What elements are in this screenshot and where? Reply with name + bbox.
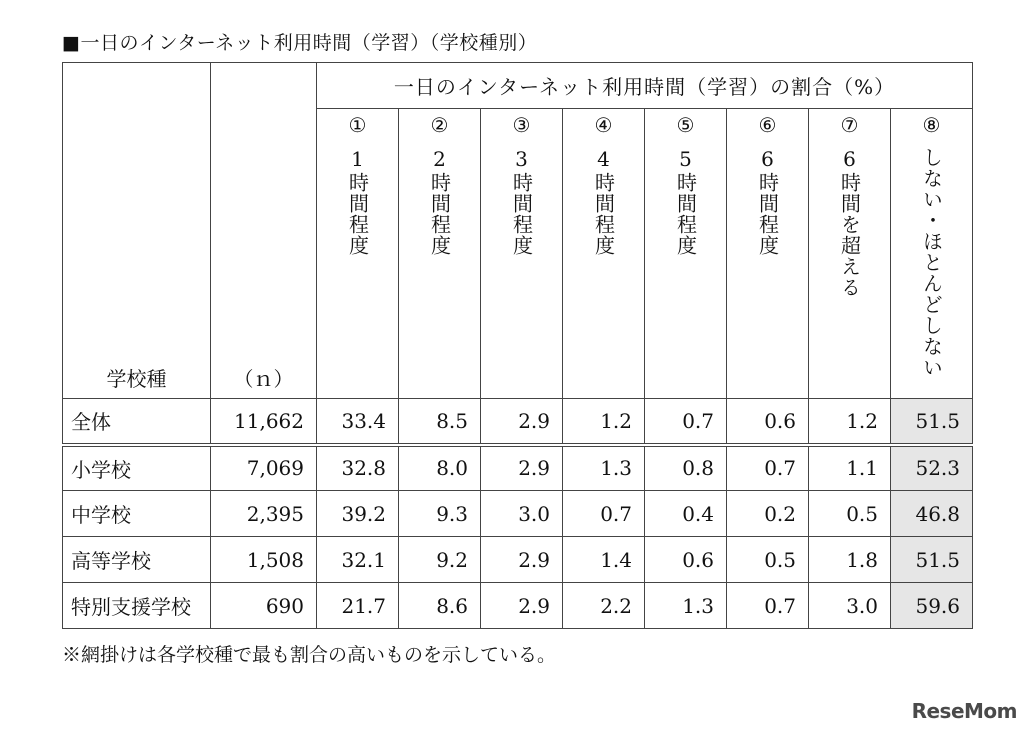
cell-value: 0.7 <box>727 583 809 629</box>
category-header <box>317 141 399 399</box>
cell-value-highlighted: 46.8 <box>891 491 973 537</box>
row-label: 高等学校 <box>63 537 211 583</box>
cell-value: 0.6 <box>727 399 809 445</box>
category-label: 2時間程度 <box>427 146 452 256</box>
cell-value: 0.7 <box>645 399 727 445</box>
cell-value: 2.9 <box>481 537 563 583</box>
cell-value: 1.1 <box>809 445 891 491</box>
row-n: 1,508 <box>211 537 317 583</box>
usage-table <box>62 62 973 629</box>
group-header: 一日のインターネット利用時間（学習）の割合（%） <box>317 63 973 109</box>
table-row <box>63 537 973 583</box>
row-n: 690 <box>211 583 317 629</box>
row-label: 小学校 <box>63 445 211 491</box>
cell-value: 32.1 <box>317 537 399 583</box>
category-header <box>891 141 973 399</box>
cell-value-highlighted: 51.5 <box>891 399 973 445</box>
cell-value: 8.5 <box>399 399 481 445</box>
row-header-school-type: 学校種 <box>63 63 211 399</box>
row-label: 全体 <box>63 399 211 445</box>
cell-value-highlighted: 52.3 <box>891 445 973 491</box>
category-label: 5時間程度 <box>673 146 698 256</box>
cell-value: 39.2 <box>317 491 399 537</box>
category-label: しない・ほとんどしない <box>919 146 944 378</box>
category-number: ② <box>399 109 481 141</box>
cell-value: 0.4 <box>645 491 727 537</box>
cell-value: 32.8 <box>317 445 399 491</box>
category-number: ③ <box>481 109 563 141</box>
row-n: 11,662 <box>211 399 317 445</box>
row-label: 中学校 <box>63 491 211 537</box>
category-label: 3時間程度 <box>509 146 534 256</box>
cell-value: 0.8 <box>645 445 727 491</box>
cell-value: 1.2 <box>563 399 645 445</box>
footnote: ※網掛けは各学校種で最も割合の高いものを示している。 <box>62 644 557 666</box>
category-label: 4時間程度 <box>591 146 616 256</box>
category-header <box>563 141 645 399</box>
cell-value: 3.0 <box>809 583 891 629</box>
cell-value: 8.0 <box>399 445 481 491</box>
cell-value: 1.4 <box>563 537 645 583</box>
cell-value: 0.7 <box>727 445 809 491</box>
category-label: 1時間程度 <box>345 146 370 256</box>
category-label: 6時間程度 <box>755 146 780 256</box>
table-row-total <box>63 399 973 445</box>
cell-value: 8.6 <box>399 583 481 629</box>
category-number: ⑥ <box>727 109 809 141</box>
category-header <box>481 141 563 399</box>
cell-value: 2.9 <box>481 445 563 491</box>
category-number: ④ <box>563 109 645 141</box>
cell-value: 2.9 <box>481 583 563 629</box>
column-header-n: （ｎ） <box>211 63 317 399</box>
cell-value-highlighted: 59.6 <box>891 583 973 629</box>
cell-value: 0.6 <box>645 537 727 583</box>
cell-value: 1.8 <box>809 537 891 583</box>
cell-value: 0.2 <box>727 491 809 537</box>
category-header <box>727 141 809 399</box>
cell-value: 0.5 <box>809 491 891 537</box>
category-number: ① <box>317 109 399 141</box>
row-label: 特別支援学校 <box>63 583 211 629</box>
cell-value: 9.3 <box>399 491 481 537</box>
category-number: ⑤ <box>645 109 727 141</box>
category-header <box>645 141 727 399</box>
cell-value: 0.5 <box>727 537 809 583</box>
cell-value: 1.2 <box>809 399 891 445</box>
category-number: ⑦ <box>809 109 891 141</box>
cell-value: 0.7 <box>563 491 645 537</box>
table-row <box>63 583 973 629</box>
table-row <box>63 491 973 537</box>
resemom-logo: ReseMom <box>911 699 1017 723</box>
cell-value: 2.2 <box>563 583 645 629</box>
cell-value: 3.0 <box>481 491 563 537</box>
row-n: 2,395 <box>211 491 317 537</box>
category-header <box>809 141 891 399</box>
table-row <box>63 445 973 491</box>
cell-value: 1.3 <box>645 583 727 629</box>
category-label: 6時間を超える <box>837 146 862 298</box>
category-number: ⑧ <box>891 109 973 141</box>
row-n: 7,069 <box>211 445 317 491</box>
cell-value: 33.4 <box>317 399 399 445</box>
table-title: ■一日のインターネット利用時間（学習）（学校種別） <box>62 32 538 54</box>
category-header <box>399 141 481 399</box>
cell-value: 2.9 <box>481 399 563 445</box>
cell-value: 21.7 <box>317 583 399 629</box>
cell-value: 1.3 <box>563 445 645 491</box>
cell-value: 9.2 <box>399 537 481 583</box>
cell-value-highlighted: 51.5 <box>891 537 973 583</box>
